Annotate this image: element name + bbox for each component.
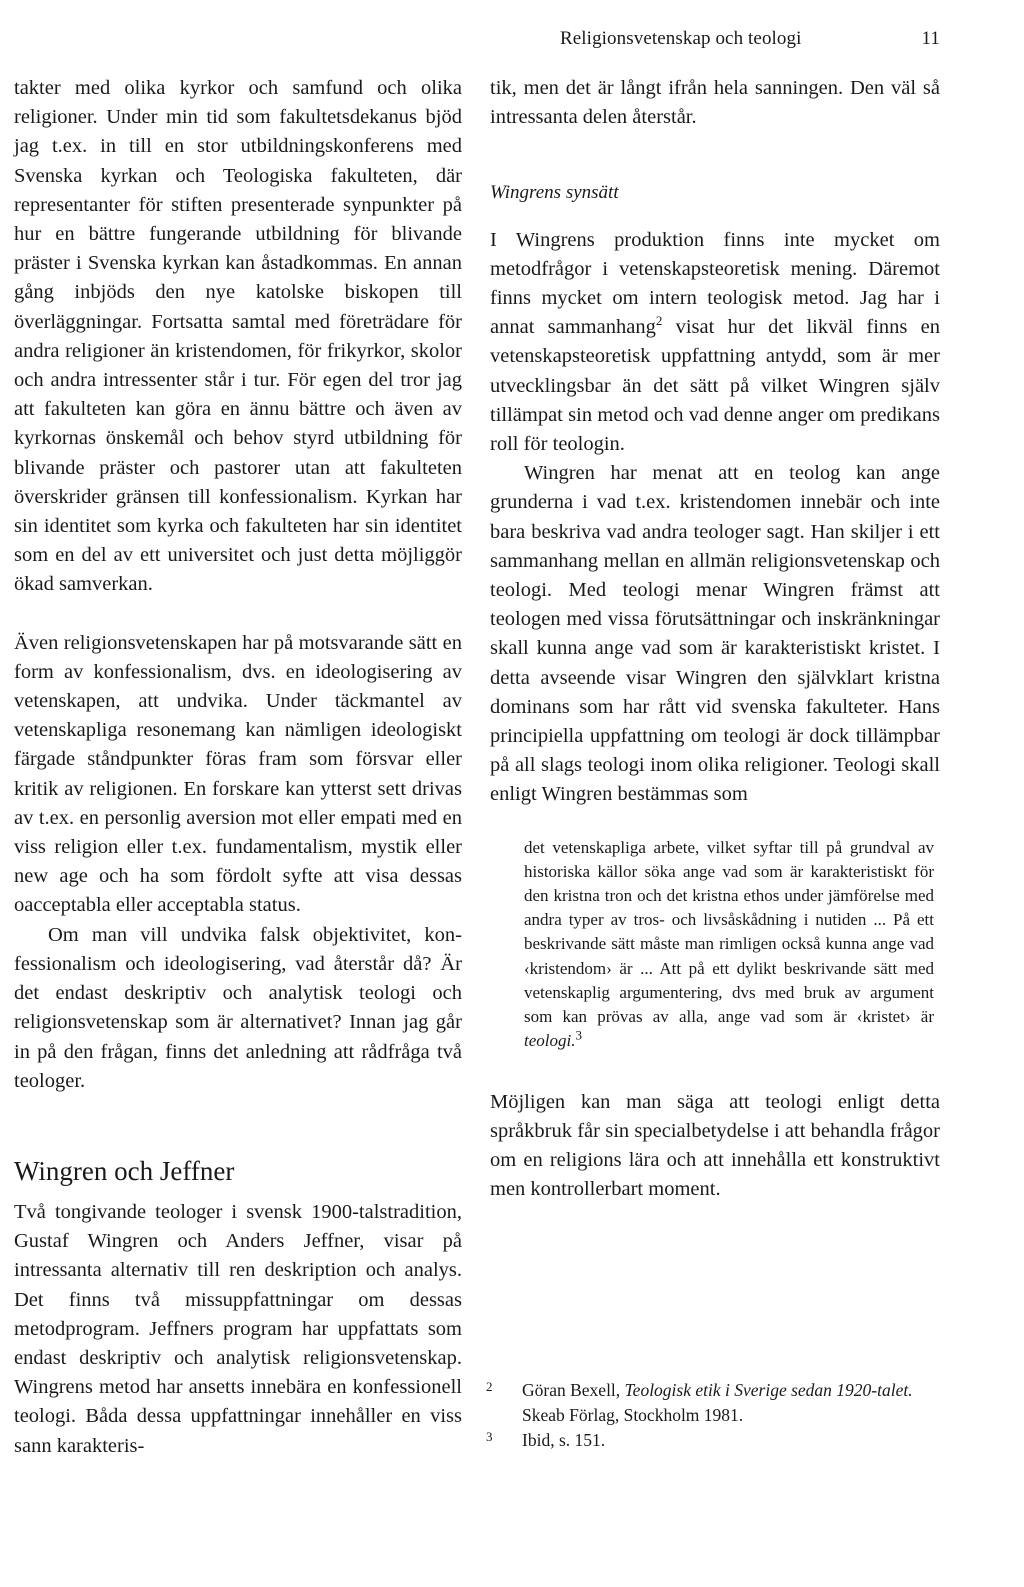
footnote-number: 2 <box>486 1379 493 1394</box>
footnote-item <box>486 1428 942 1453</box>
footnote-author: Göran Bexell, <box>522 1380 625 1400</box>
paragraph-continuation: tik, men det är långt ifrån hela sanningen. Den väl så intressanta delen återstår. <box>490 77 940 129</box>
footnote-text <box>522 1378 942 1428</box>
paragraph-two-theologians: Två tongivande teologer i svensk 1900-talstradition, Gustaf Wingren och Anders Jeffner, visar på intressanta alternativ till ren deskription och analys. Det finns två missuppfattningar om dessas metodprogram. Jeffners program har uppfattats som endast deskriptiv och analytisk religionsvetenskap. Wingrens metod har ansetts innebära en konfessionell teologi. Båda dessa uppfattningar innehåller en viss sann karakteris- <box>14 1200 462 1457</box>
section-heading: Wingren och Jeffner <box>14 1155 235 1186</box>
block-quote <box>524 836 934 1054</box>
right-column <box>490 74 940 1204</box>
footnote-number: 3 <box>486 1429 493 1444</box>
paragraph-question: Om man vill undvika falsk objektivitet, konfessionalism och ideologisering, vad återstår då? Är det endast deskriptiv och analytisk teologi och religionsvetenskap som är alternativet? Innan jag går in på den frågan, finns det anledning att rådfråga två teologer. <box>14 923 462 1092</box>
paragraph-wingren-theology: Wingren har menat att en teolog kan ange grunderna i vad t.ex. kristendomen innebär och inte bara beskriva vad andra teologer sagt. Han skiljer i ett sammanhang mellan en allmän religionsvetenskap och teologi. Med teologi menar Wingren främst att teologen med vissa förutsättningar och inskränkningar skall kunna ange vad som är karakteristiskt kristet. I detta avseende visar Wingren den självklart kristna dominans som har rått vid svenska fakulteter. Hans principiella uppfattning om teologi är dock tillämpbar på all slags teologi inom olika religioner. Teologi skall enligt Wingren bestämmas som <box>490 462 940 806</box>
footnote-ref-2: 2 <box>655 313 663 329</box>
paragraph-wingren-method-text: I Wingrens produktion finns inte mycket om metodfrågor i vetenskapsteoretisk mening. Däremot finns mycket om intern teologisk metod. Jag har i annat sammanhang <box>490 228 940 339</box>
footnotes <box>486 1378 942 1453</box>
block-quote-emphasis: teologi. <box>524 1031 576 1051</box>
paragraph-conclusion: Möjligen kan man säga att teologi enligt detta språkbruk får sin specialbetydelse i att behandla frågor om en religions lära och att innehålla ett konstruktivt men kontrollerbart moment. <box>490 1090 940 1201</box>
footnote-ref-3: 3 <box>575 1027 582 1043</box>
footnote-publisher: Skeab Förlag, Stockholm 1981. <box>522 1405 744 1425</box>
footnote-title: Teologisk etik i Sverige sedan 1920-talet. <box>624 1380 913 1400</box>
block-quote-text: det vetenskapliga arbete, vilket syftar till på grundval av historiska källor söka ange vad som är karakteristiskt för den kristna tron och det kristna ethos under jämförelse med andra typer av tros- och livsåskådning i nutiden ... På ett beskrivande sätt måste man rimligen också kunna ange vad ‹kristendom› är ... Att på ett dylikt beskrivande sätt med vetenskaplig argumentering, dvs med bruk av argument som kan prövas av alla, ange vad som är ‹kristet› är <box>524 837 934 1027</box>
paragraph-konfessionalism-intro: takter med olika kyrkor och samfund och olika religioner. Under min tid som fakultetsdekanus bjöd jag t.ex. in till en stor utbildningskonferens med Svenska kyrkan och Teologiska fakulteten, där representanter för stiften presenterade synpunkter på hur en bättre fungerande utbildning för blivande präster i Svenska kyrkan kan åstadkommas. En annan gång inbjöds den nye katolske biskopen till överläggningar. Fortsatta samtal med företrädare för andra religioner än kristendomen, för frikyrkor, skolor och andra intressenter står i tur. För egen del tror jag att fakulteten kan göra en ännu bättre och även av kyrkornas önskemål och behov styrd utbildning för blivande präster och pastorer utan att fakulteten överskrider gränsen till konfessionalism. Kyrkan har sin identitet som kyrka och fakulteten har sin identitet som en del av ett universitet och just detta möjliggör ökad samverkan. <box>14 77 462 596</box>
footnote-text <box>522 1428 605 1453</box>
paragraph-religionsvetenskap: Även religionsvetenskapen har på motsvarande sätt en form av konfessionalism, dvs. en ideologisering av vetenskapen, att undvika. Under täckmantel av vetenskapliga resonemang kan nämligen ideologiskt färgade ståndpunkter föras fram som försvar eller kritik av religionen. En forskare kan ytterst sett drivas av t.ex. en personlig aversion mot eller empati med en viss religion eller t.ex. fundamentalism, mystik eller new age och ha som fördolt syfte att visa dessas oacceptabla eller acceptabla status. <box>14 631 462 917</box>
subheading: Wingrens synsätt <box>490 182 619 204</box>
paragraph-wingren-method <box>490 226 940 460</box>
paragraph-wingren-method-text-2: visat hur det likväl finns en vetenskapsteoretisk uppfattning antydd, som är mer utvecklingsbar än det sätt på vilket Wingren själv tillämpat sin metod och vad denne anger om predikans roll för teologin. <box>490 316 941 456</box>
page-number: 11 <box>921 28 940 49</box>
footnote-item <box>486 1378 942 1428</box>
left-column <box>14 74 462 1461</box>
footnote-author: Ibid, s. 151. <box>522 1430 606 1450</box>
running-head <box>560 28 940 50</box>
running-title: Religionsvetenskap och teologi <box>560 28 802 49</box>
